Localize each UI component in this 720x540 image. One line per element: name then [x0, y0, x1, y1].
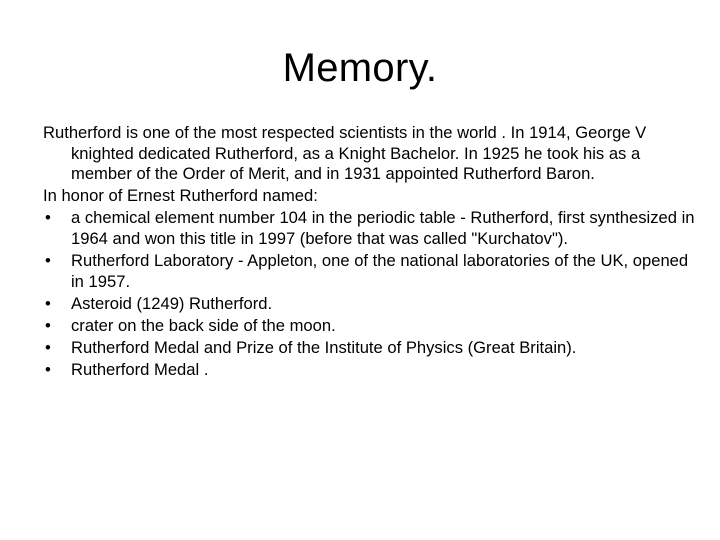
list-item [43, 208, 698, 249]
list-item-text: Asteroid (1249) Rutherford. [71, 293, 273, 313]
bullet-icon: • [45, 315, 51, 335]
list-item [43, 251, 698, 292]
slide-body [43, 123, 698, 382]
list-item-text: Rutherford Medal . [71, 359, 209, 379]
bullet-icon: • [45, 337, 51, 357]
honor-heading: In honor of Ernest Rutherford named: [43, 186, 318, 206]
list-item-text: crater on the back side of the moon. [71, 315, 336, 335]
bullet-icon: • [45, 251, 51, 271]
list-item-text: a chemical element number 104 in the periodic table - Rutherford, first synthesized in 1964 and won this title in 1997 (before that was called "Kurchatov"). [71, 208, 695, 249]
list-item [43, 316, 698, 337]
list-item-text: Rutherford Medal and Prize of the Institute of Physics (Great Britain). [71, 337, 577, 357]
bullet-icon: • [45, 359, 51, 379]
list-item [43, 360, 698, 381]
bullet-icon: • [45, 208, 51, 228]
bullet-icon: • [45, 293, 51, 313]
list-item [43, 338, 698, 359]
slide-title: Memory. [282, 46, 438, 90]
honor-list [43, 208, 698, 380]
list-item-text: Rutherford Laboratory - Appleton, one of the national laboratories of the UK, opened in 1957. [71, 251, 689, 291]
intro-paragraph: Rutherford is one of the most respected scientists in the world . In 1914, George V knighted dedicated Rutherford, as a Knight Bachelor. In 1925 he took his as a member of the Order of Merit, and in 1931 appointed Rutherford Baron. [43, 123, 647, 184]
list-item [43, 294, 698, 315]
